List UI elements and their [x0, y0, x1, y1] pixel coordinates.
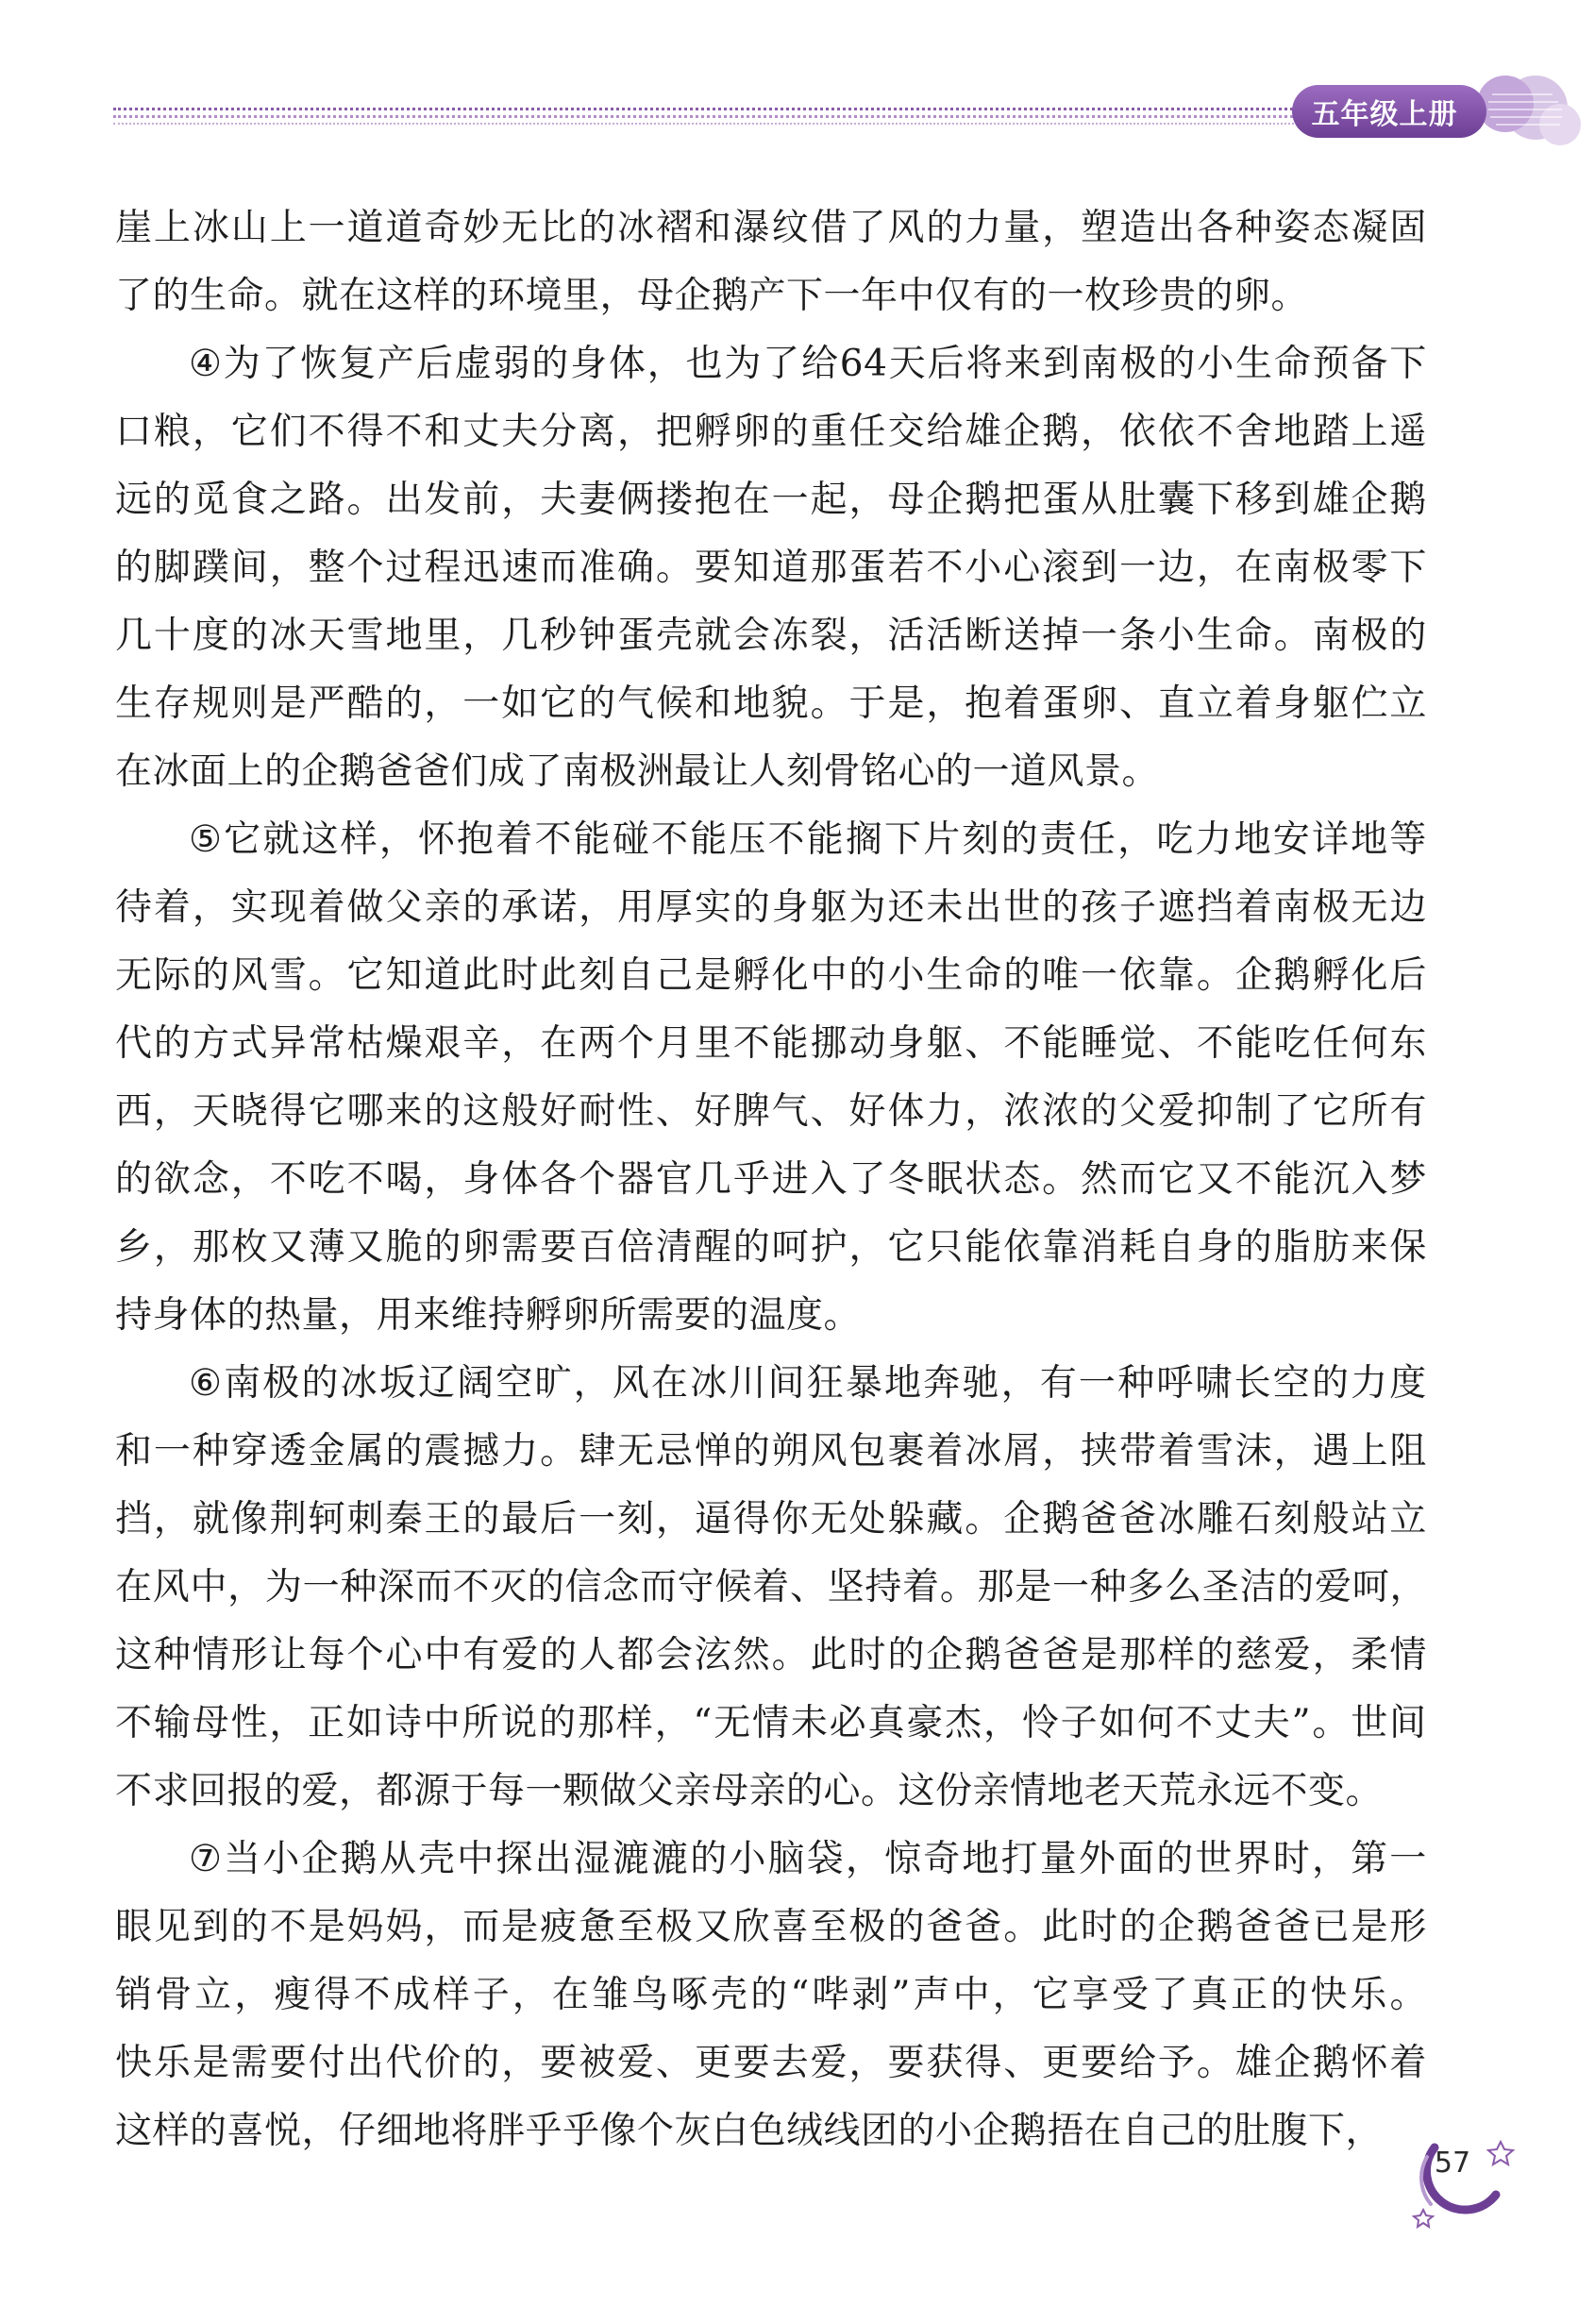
paragraph — [115, 1826, 1427, 2165]
text-line: 口 粮 ， 它 们 不 得 不 和 丈 夫 分 离 ， 把 孵 卵 的 重 任 交 给 雄 企 鹅 ， 依 依 不 舍 地 踏 上 遥 — [115, 411, 1427, 453]
star-icon — [1414, 2210, 1433, 2227]
text-line: 在冰面上的企鹅爸爸们成了南极洲最让人刻骨铭心的一道风景。 — [115, 750, 1160, 793]
text-line: 的 脚 蹼 间 ， 整 个 过 程 迅 速 而 准 确 。 要 知 道 那 蛋 若 不 小 心 滚 到 一 边 ， 在 南 极 零 下 — [115, 547, 1427, 589]
text-line: 眼 见 到 的 不 是 妈 妈 ， 而 是 疲 惫 至 极 又 欣 喜 至 极 的 爸 爸 。 此 时 的 企 鹅 爸 爸 已 是 形 — [115, 1906, 1427, 1948]
text-line: 持身体的热量，用来维持孵卵所需要的温度。 — [115, 1294, 862, 1337]
grade-label: 五年级上册 — [1311, 98, 1458, 131]
text-line: 快 乐 是 需 要 付 出 代 价 的 ， 要 被 爱 、 更 要 去 爱 ， 要 获 得 、 更 要 给 予 。 雄 企 鹅 怀 着 — [115, 2042, 1427, 2084]
text-line: 在 风 中 ， 为 一 种 深 而 不 灭 的 信 念 而 守 候 着 、 坚 持 着 。 那 是 一 种 多 么 圣 洁 的 爱 呵 ， — [115, 1566, 1427, 1608]
text-line: 的 欲 念 ， 不 吃 不 喝 ， 身 体 各 个 器 官 几 乎 进 入 了 冬 眠 状 态 。 然 而 它 又 不 能 沉 入 梦 — [115, 1158, 1427, 1201]
star-icon — [1488, 2142, 1513, 2164]
text-line: ⑦ 当 小 企 鹅 从 壳 中 探 出 湿 漉 漉 的 小 脑 袋 ， 惊 奇 地 打 量 外 面 的 世 界 时 ， 第 一 — [189, 1838, 1427, 1880]
text-line: 崖 上 冰 山 上 一 道 道 奇 妙 无 比 的 冰 褶 和 瀑 纹 借 了 风 的 力 量 ， 塑 造 出 各 种 姿 态 凝 固 — [115, 207, 1427, 249]
text-line: 几 十 度 的 冰 天 雪 地 里 ， 几 秒 钟 蛋 壳 就 会 冻 裂 ， 活 活 断 送 掉 一 条 小 生 命 。 南 极 的 — [115, 615, 1427, 657]
text-line: 生 存 规 则 是 严 酷 的 ， 一 如 它 的 气 候 和 地 貌 。 于 是 ， 抱 着 蛋 卵 、 直 立 着 身 躯 伫 立 — [115, 682, 1427, 725]
paragraph — [115, 194, 1427, 330]
text-line: 销 骨 立 ， 瘦 得 不 成 样 子 ， 在 雏 鸟 啄 壳 的 “ 哔 剥 ” 声 中 ， 它 享 受 了 真 正 的 快 乐 。 — [115, 1974, 1427, 2016]
text-line: ⑥ 南 极 的 冰 坂 辽 阔 空 旷 ， 风 在 冰 川 间 狂 暴 地 奔 驰 ， 有 一 种 呼 啸 长 空 的 力 度 — [189, 1362, 1427, 1405]
header-dotted-rule — [113, 115, 1298, 118]
text-line: 不 输 母 性 ， 正 如 诗 中 所 说 的 那 样 ， “ 无 情 未 必 真 豪 杰 ， 怜 子 如 何 不 丈 夫 ” 。 世 间 — [115, 1702, 1427, 1744]
text-line: 无 际 的 风 雪 。 它 知 道 此 时 此 刻 自 己 是 孵 化 中 的 小 生 命 的 唯 一 依 靠 。 企 鹅 孵 化 后 — [115, 954, 1427, 997]
text-line: 代 的 方 式 异 常 枯 燥 艰 辛 ， 在 两 个 月 里 不 能 挪 动 身 躯 、 不 能 睡 觉 、 不 能 吃 任 何 东 — [115, 1022, 1427, 1065]
header-dotted-rule — [113, 108, 1298, 110]
text-line: ⑤ 它 就 这 样 ， 怀 抱 着 不 能 碰 不 能 压 不 能 搁 下 片 刻 的 责 任 ， 吃 力 地 安 详 地 等 — [189, 818, 1427, 861]
header-dotted-rule — [113, 123, 1298, 125]
text-line: ④ 为 了 恢 复 产 后 虚 弱 的 身 体 ， 也 为 了 给 64 天 后 将 来 到 南 极 的 小 生 命 预 备 下 — [189, 343, 1427, 385]
paragraph — [115, 1350, 1427, 1826]
text-line: 不求回报的爱，都源于每一颗做父亲母亲的心。这份亲情地老天荒永远不变。 — [115, 1770, 1384, 1812]
text-line: 这 种 情 形 让 每 个 心 中 有 爱 的 人 都 会 泫 然 。 此 时 的 企 鹅 爸 爸 是 那 样 的 慈 爱 ， 柔 情 — [115, 1634, 1427, 1676]
text-line: 乡 ， 那 枚 又 薄 又 脆 的 卵 需 要 百 倍 清 醒 的 呵 护 ， 它 只 能 依 靠 消 耗 自 身 的 脂 肪 来 保 — [115, 1226, 1427, 1269]
article-body — [115, 194, 1427, 2165]
paragraph — [115, 806, 1427, 1350]
text-line: 这样的喜悦，仔细地将胖乎乎像个灰白色绒线团的小企鹅捂在自己的肚腹下， — [115, 2110, 1384, 2152]
text-line: 了的生命。就在这样的环境里，母企鹅产下一年中仅有的一枚珍贵的卵。 — [115, 275, 1309, 317]
page-number: 57 — [1434, 2147, 1471, 2180]
text-line: 远 的 觅 食 之 路 。 出 发 前 ， 夫 妻 俩 搂 抱 在 一 起 ， 母 企 鹅 把 蛋 从 肚 囊 下 移 到 雄 企 鹅 — [115, 479, 1427, 521]
text-line: 和 一 种 穿 透 金 属 的 震 撼 力 。 肆 无 忌 惮 的 朔 风 包 裹 着 冰 屑 ， 挟 带 着 雪 沫 ， 遇 上 阻 — [115, 1430, 1427, 1473]
paragraph — [115, 330, 1427, 806]
text-line: 西 ， 天 晓 得 它 哪 来 的 这 般 好 耐 性 、 好 脾 气 、 好 体 力 ， 浓 浓 的 父 爱 抑 制 了 它 所 有 — [115, 1090, 1427, 1133]
text-line: 待 着 ， 实 现 着 做 父 亲 的 承 诺 ， 用 厚 实 的 身 躯 为 还 未 出 世 的 孩 子 遮 挡 着 南 极 无 边 — [115, 886, 1427, 929]
text-line: 挡 ， 就 像 荆 轲 刺 秦 王 的 最 后 一 刻 ， 逼 得 你 无 处 躲 藏 。 企 鹅 爸 爸 冰 雕 石 刻 般 站 立 — [115, 1498, 1427, 1541]
